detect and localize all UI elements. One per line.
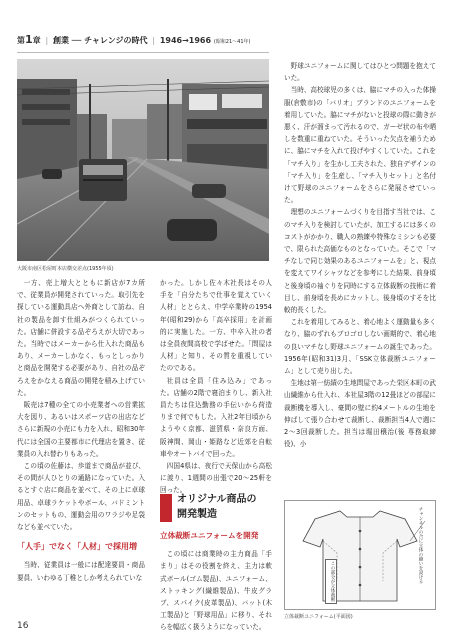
street-photo-image <box>17 59 269 261</box>
subheading-hiring: 「人手」でなく「人材」で採用増 <box>17 542 137 552</box>
text-column-2b <box>160 530 272 634</box>
page-number: 16 <box>17 621 29 631</box>
chapter-header <box>17 33 307 49</box>
diagram-caption: 立体裁断ユニフォーム(平面図) <box>284 614 353 620</box>
paragraph: 四国4県は、夜行で天保山から高松に渡り、1週間の出張で20〜25軒を回った。 <box>160 462 272 495</box>
paragraph: この頃には商業時の主力商品「手まり」はその役割を終え、主力は軟式ボール(ゴム製品)、ユニフォーム、ストッキング(繊維製品)、牛皮グラブ、スパイク(皮革製品)、バット(木工製品)と「野球用品」に移り、それらを幅広く扱うようになっていた。 <box>160 550 272 632</box>
header-separator: | <box>45 36 49 45</box>
paragraph: 販売は7種の全ての小売業者への営業拡大を図り、あるいはスポーツ店の出店などさらに新規の小売にも力を入れ、昭和30年代には全国の主要都市に代理店を置き、従業員の入れ替わりもあった。 <box>17 401 145 458</box>
paragraph: かった。しかし佐々木社長はその人手を「自分たちで仕事を覚えていく人材」ととらえ、中学卒業時の1954年(昭和29)から「高卒採用」を計画的に実施した。一方、中卒入社の者は全員夜間高校で学ばせた。「問屋は人材」と知り、その質を重視していたのである。 <box>160 279 272 373</box>
street-photo <box>17 59 269 261</box>
paragraph: 当時、高校球児の多くは、脇にマチの入った体操服(倉敷市)の「バリオ」ブランドのユニフォームを着用していた。脇にマチがないと投球の際に動きが悪く、汗が溜まって汚れるので、ガーゼ状の布や晒しを数重に重ねていた。そういった欠点を補うために、脇にマチを入れて投げやすくしていた。これを「マチ入り」を生かし工夫された、独自デザインの「マチ入り」を生産し、「マチ入りセット」と名付けて野球のユニフォームをさらに発展させていった。 <box>284 86 436 205</box>
section-title-line-2: 開発製造 <box>177 509 217 520</box>
text-column-1 <box>17 277 145 584</box>
paragraph: 一方、売上増大とともに新店が7カ所で、従業員が開発されていった。取引先を探している運動具店へ外商として訪ね、自社の製品を卸す仕組みがつくられていった。店舗に併設する品ぞろえが大切であった。当時ではメーカーから仕入れた商品もあり、メーカーしかなく、もっとしっかりと商品を開発する必要があり、自社の品ぞろえをかなえる商品の開発を積み上げていた。 <box>17 279 145 397</box>
header-separator: | <box>152 36 156 45</box>
paragraph: 当時、従業員は一般には配達要員・商品要員、いわゆる丁稚としか考えられていな <box>17 561 145 582</box>
paragraph: この頃の佐藤は、歩道まで商品が並び、その間が人ひとりの通路になっていた。入るとすぐ店に商品を並べて、その上に卓球用品、卓球ラケットやボール、バドミントンのセットもの、運動会用のワラジや足袋なども並べていた。 <box>17 462 145 532</box>
section-title-line-1: オリジナル商品の <box>177 494 257 505</box>
diagram-label-top: チャンネルの合に立体の縫いを設ける <box>418 507 423 584</box>
text-column-2 <box>160 277 272 497</box>
paragraph: 理想のユニフォームづくりを目指す当社では、このマチ入りを検討していたが、加工するには多くのコストがかかり、職人の熟練や特殊なミシンも必要で、限られた高価なものとなっていた。そこで「マチなしで同じ効果のあるユニフォームを」と、視点を変えてワイシャツなどを参考にした結果、前身頃と後身頃の袖ぐりを同時にする立体裁断の技術に着目し、前身頃を長めにカットし、後身頃のすそを比較的長くした。 <box>284 208 436 315</box>
chapter-years: 1946→1966 <box>159 36 212 45</box>
chapter-title: 創業 ── チャレンジの時代 <box>52 36 148 45</box>
chapter-number: 1 <box>25 33 33 46</box>
text-column-3 <box>284 60 436 451</box>
uniform-diagram <box>284 500 436 610</box>
chapter-prefix: 第 <box>17 36 25 45</box>
section-marker <box>160 494 172 522</box>
paragraph: 生地は第一紡績の生地問屋であった栄区本町の武山繊維から仕入れ、本社屋3階の12畳ほどの部屋に裁断機を導入し、豪間の壁に約4メートルの生地を伸ばして張り合わせて裁断し、裁断担当4人で週に2〜3回裁断した。担当は堀田穣治(後 専務取締役)、小 <box>284 379 436 449</box>
shirt-drawing <box>285 501 435 609</box>
paragraph: これを着用してみると、着心地よく運動量も多くなり、脇のずれもブロゴロしない画期的で、着心地の良いマチなし野球ユニフォームの誕生であった。1956年(昭和31)3月、「SSK立体裁断ユニフォーム」として売り出した。 <box>284 318 436 376</box>
subheading-uniform: 立体裁断ユニフォームを開発 <box>160 531 259 540</box>
paragraph: 社員は全員「住み込み」であった。店舗の2階で寝泊まりし、新入社員たちは住込勤務の手伝いから荷造りまで何でもした。入社2年目頃からようやく京都、滋賀県・奈良方面、阪神間、岡山・姫路など近郊を自転車やオートバイで回った。 <box>160 376 272 458</box>
paragraph: 野球ユニフォームに関してはひとつ問題を抱えていた。 <box>284 62 436 83</box>
header-rule <box>17 52 269 53</box>
diagram-label-side: この部分が立体裁断 <box>325 559 337 604</box>
chapter-suffix: 章 <box>32 36 41 45</box>
section-title <box>177 492 257 522</box>
photo-caption: 大阪市南区松屋町本店横交差点(1955年頃) <box>17 266 114 272</box>
chapter-era: (昭和21〜41年) <box>213 39 251 45</box>
